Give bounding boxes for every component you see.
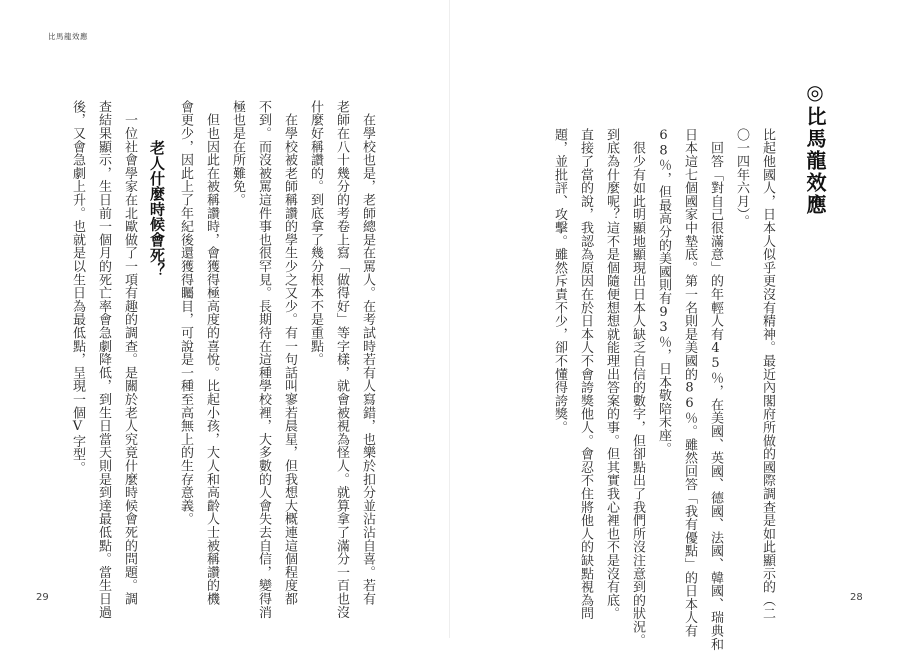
running-head: 比馬龍效應: [48, 32, 88, 41]
text-column: 會更少，因此上了年紀後還獲得矚目，可說是一種至高無上的生存意義。: [178, 100, 193, 526]
text-column: 很少有如此明顯地顯現出日本人缺乏自信的數字，但卻點出了我們所沒注意到的狀況。: [630, 128, 645, 647]
text-column: 比起他國人，日本人似乎更沒有精神。最近內閣府所做的國際調查是如此顯示的（二: [760, 128, 775, 621]
page-gutter: [449, 0, 450, 638]
text-column: 極也是在所難免。: [230, 100, 245, 207]
text-column: 查結果顯示，生日前一個月的死亡率會急劇降低，到生日當天則是到達最低點。當生日過: [96, 100, 111, 619]
right-page-body: [546, 128, 780, 651]
text-column: 到底為什麼呢？這不是個隨便想想就能理出答案的事。但其實我心裡也不是沒有底。: [604, 128, 619, 621]
text-column: 日本這七個國家中墊底。第一名則是美國的86％。雖然回答「我有優點」的日本人有: [682, 128, 697, 638]
text-column: 不到。而沒被罵這件事也很罕見。長期待在這種學校裡，大多數的人會失去自信，變得消: [256, 100, 271, 619]
text-column: 68％，但最高分的美國則有93％，日本敬陪末座。: [656, 128, 671, 456]
text-column: 〇一四年六月）。: [734, 128, 749, 228]
page-number-left: 29: [36, 592, 49, 603]
text-column: 後，又會急劇上升。也就是以生日為最低點，呈現一個V字型。: [70, 100, 85, 475]
text-column: 老師在八十幾分的考卷上寫「做得好」等字樣，就會被視為怪人。就算拿了滿分一百也沒: [334, 100, 349, 619]
left-page-body: [64, 100, 380, 619]
text-column: 一位社會學家在北歐做了一項有趣的調查。是關於老人究竟什麼時候會死的問題。調: [122, 100, 137, 606]
text-column: 題，並批評、攻擊。雖然斥責不少，卻不懂得誇獎。: [552, 128, 567, 434]
sub-heading: 老人什麼時候會死？: [148, 140, 166, 278]
text-column: 什麼好稱讚的。到底拿了幾分根本不是重點。: [308, 100, 323, 366]
text-column: 直接了當的說，我認為原因在於日本人不會誇獎他人。會忍不住將他人的缺點視為問: [578, 128, 593, 621]
text-column: 在學校也是，老師總是在罵人。在考試時若有人寫錯，也樂於扣分並沾沾自喜。若有: [360, 100, 375, 606]
section-title: ◎比馬龍效應: [803, 80, 827, 216]
text-column: 在學校被老師稱讚的學生少之又少。有一句話叫寥若晨星，但我想大概連這個程度都: [282, 100, 297, 606]
page-number-right: 28: [850, 592, 863, 603]
text-column: 回答「對自己很滿意」的年輕人有45％，在美國、英國、德國、法國、韓國、瑞典和: [708, 128, 723, 651]
text-column: 但也因此在被稱讚時，會獲得極高度的喜悅。比起小孩，大人和高齡人士被稱讚的機: [204, 100, 219, 606]
